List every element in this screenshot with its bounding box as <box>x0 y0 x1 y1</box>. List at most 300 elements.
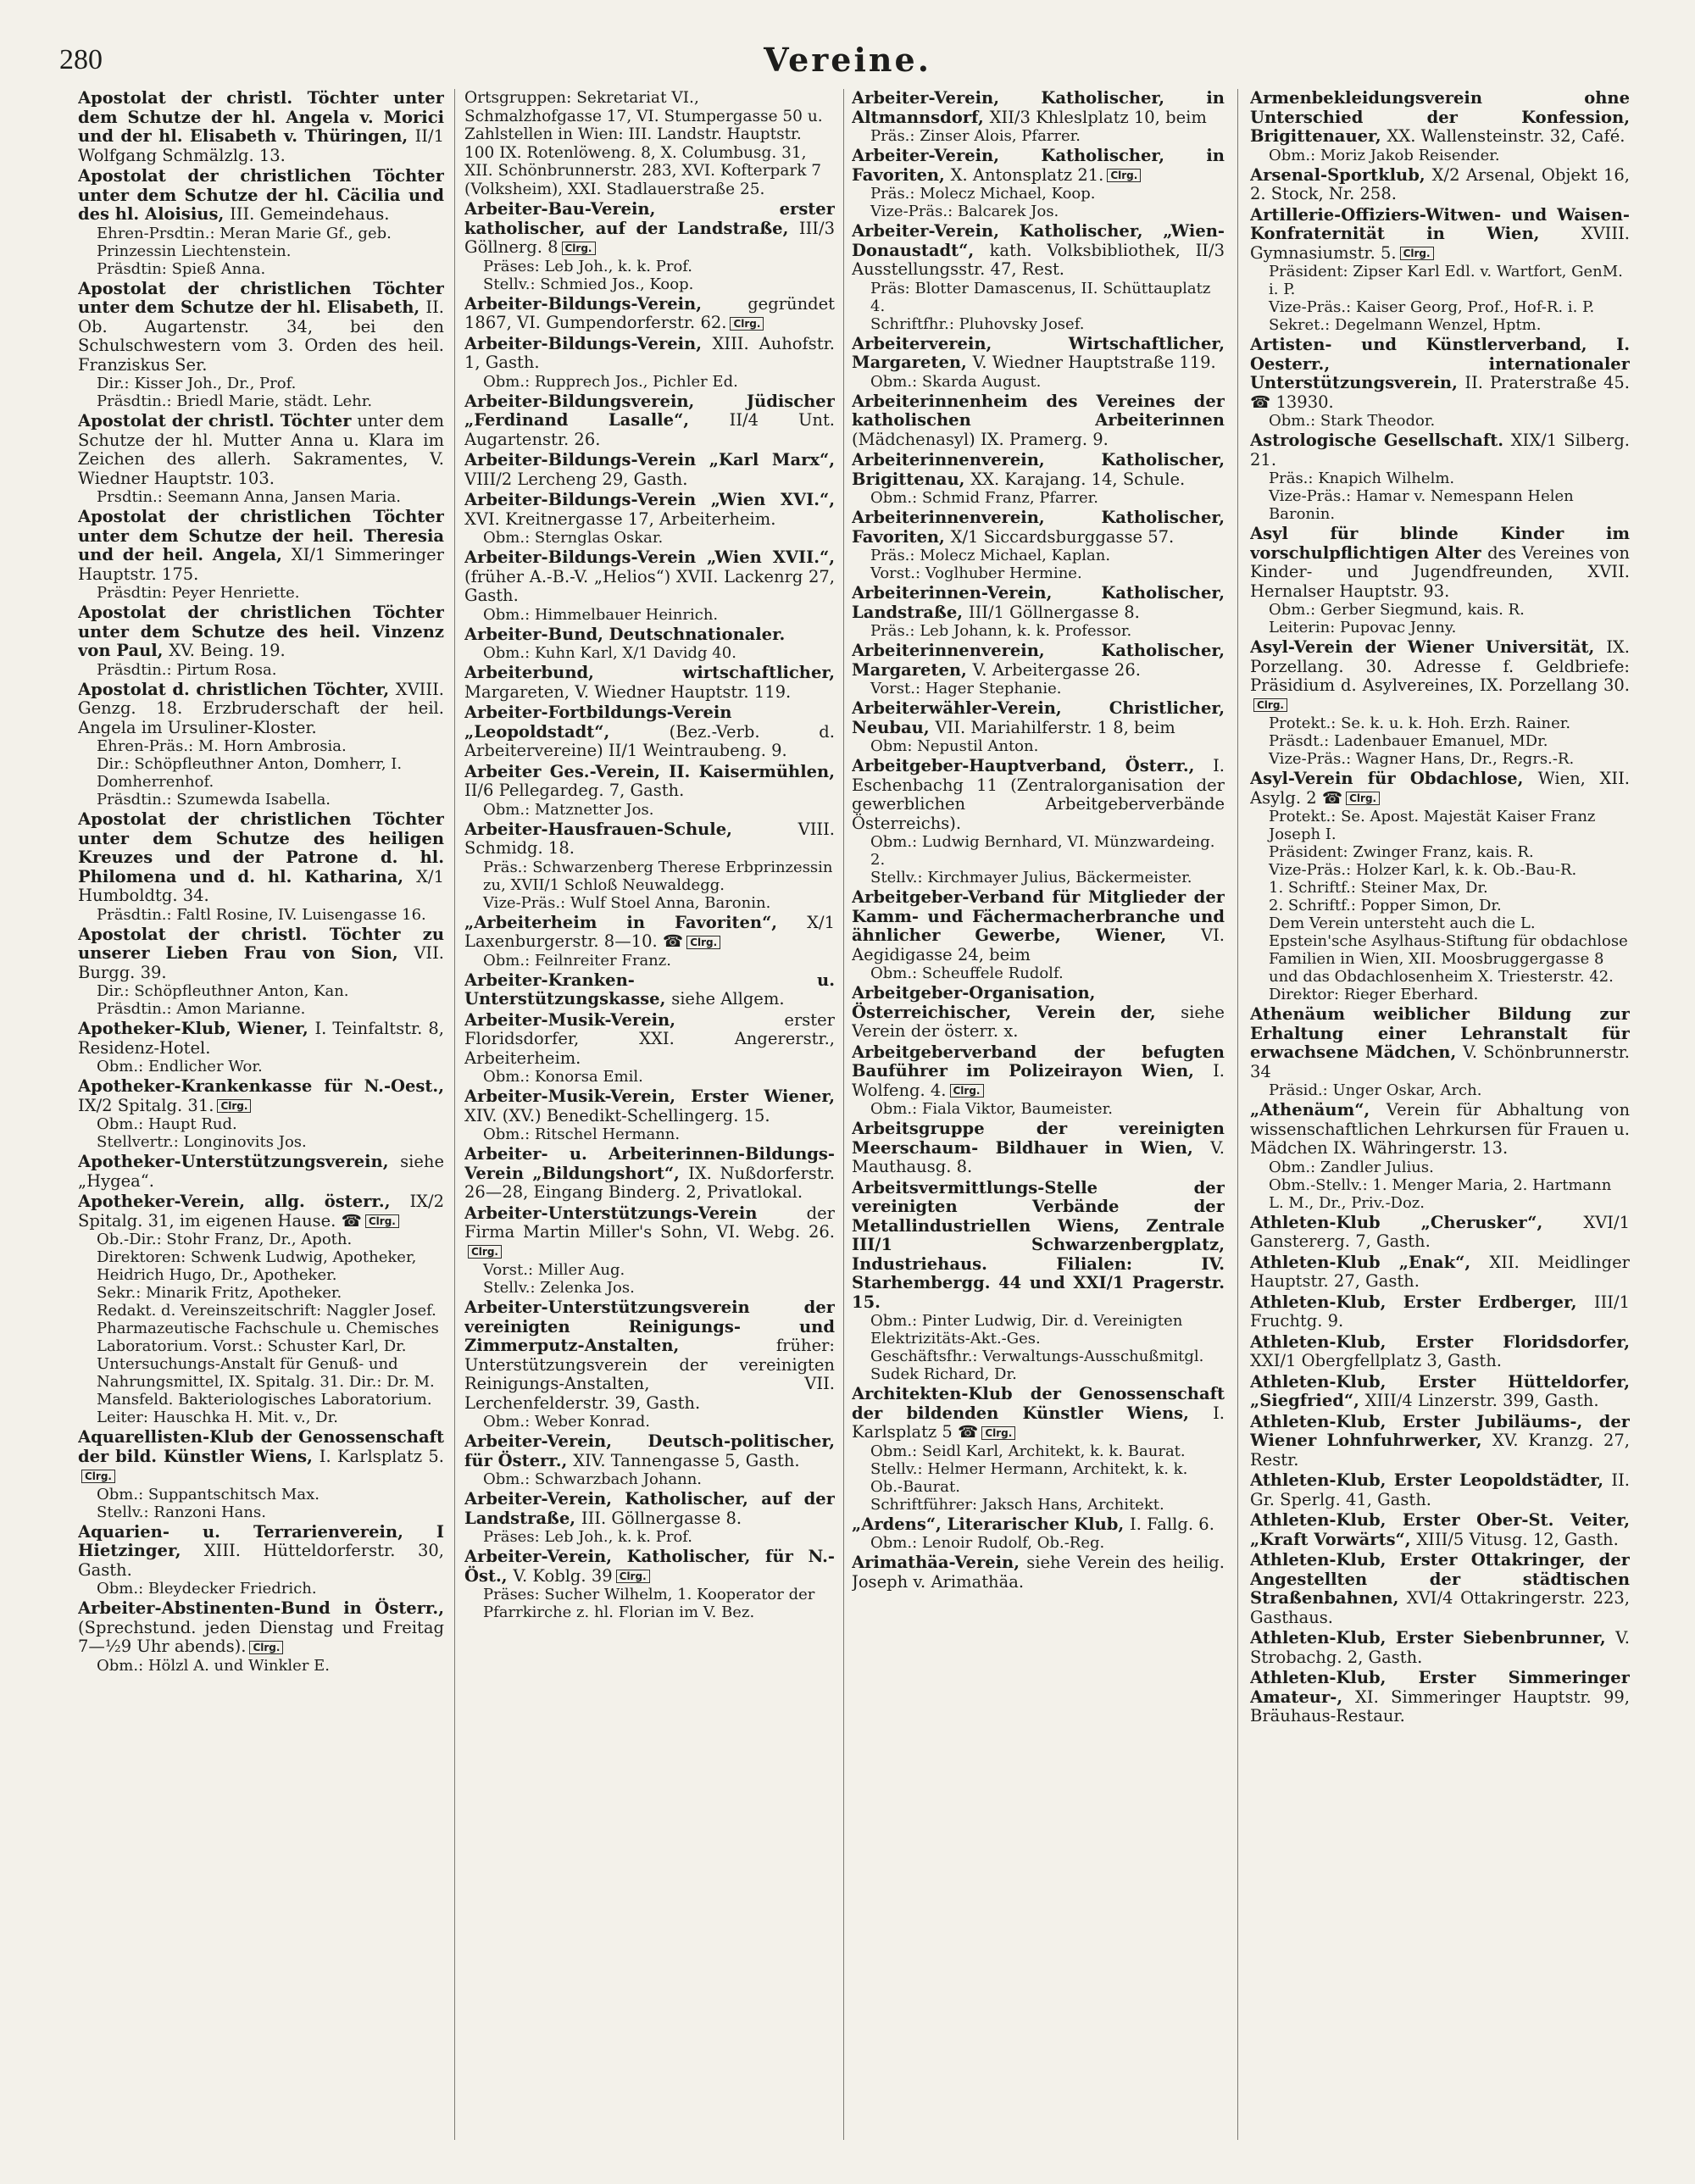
entry-address: III/3 Göllnerg. 8 <box>464 218 835 257</box>
entry-heading: Apotheker-Unterstützungsverein, <box>78 1152 389 1171</box>
directory-entry <box>1250 1005 1630 1099</box>
entry-line <box>1250 1551 1630 1627</box>
entry-line <box>78 681 444 738</box>
entry-line <box>1250 89 1630 147</box>
entry-heading: Arbeiterbund, wirtschaftlicher, <box>464 663 835 682</box>
entry-address: XVIII. Genzg. 18. Erzbruderschaft der heil. Angela im Ursuliner-Kloster. <box>78 679 444 737</box>
directory-entry <box>78 1428 444 1521</box>
entry-address: (Mädchenasyl) IX. Pramerg. 9. <box>852 429 1109 449</box>
entry-officer: Ob.-Dir.: Stohr Franz, Dr., Apoth. <box>97 1231 353 1248</box>
entry-address: siehe Allgem. <box>671 989 785 1009</box>
entry-line <box>78 1020 444 1058</box>
entry-heading: Apostolat der christl. Töchter zu unserer Lieben Frau von Sion, <box>78 924 444 963</box>
entry-heading: Artisten- und Künstlerverband, I. Oesterr., internationaler Unterstützungsverein, <box>1250 335 1630 392</box>
entry-address: früher: Unterstützungsverein der vereinigten Reinigungs-Anstalten, VII. Lerchenfelderstr. 39, Gasth. <box>464 1336 835 1413</box>
entry-officer: Präs.: Knapich Wilhelm. <box>1269 470 1455 487</box>
directory-entry <box>852 508 1225 582</box>
entry-officer: Obm.: Kuhn Karl, X/1 Davidg 40. <box>483 644 736 662</box>
entry-officer: Dem Verein untersteht auch die L. Epstein'sche Asylhaus-Stiftung für obdachlose Familien in Wien, XII. Moosbruggergasse 8 und das Obdachlosenheim X. Triesterstr. 42. <box>1269 914 1628 986</box>
entry-heading: Arbeiter-Musik-Verein, Erster Wiener, <box>464 1086 835 1106</box>
entry-officer: Vorst.: Voglhuber Hermine. <box>870 564 1082 582</box>
entry-line <box>852 1385 1225 1442</box>
directory-entry <box>78 1020 444 1075</box>
entry-officer: Schriftfhr.: Pluhovsky Josef. <box>870 314 1085 333</box>
directory-entry <box>852 451 1225 507</box>
entry-heading: Arbeiter-Abstinenten-Bund in Österr., <box>78 1598 444 1618</box>
entry-heading: Apostolat der christl. Töchter <box>78 411 352 431</box>
entry-heading: Arbeiter-Bildungs-Verein „Karl Marx“, <box>464 450 835 470</box>
entry-address: (Sprechstund. jeden Dienstag und Freitag 7—½9 Uhr abends). <box>78 1617 444 1656</box>
entry-line <box>1250 166 1630 204</box>
entry-address: I. Teinfaltstr. 8, Residenz-Hotel. <box>78 1019 444 1058</box>
directory-entry <box>1250 336 1630 430</box>
entry-officer: Obm.: Lenoir Rudolf, Ob.-Reg. <box>870 1534 1105 1552</box>
directory-entry <box>464 200 835 293</box>
entry-line <box>78 603 444 661</box>
entry-heading: Aquarellisten-Klub der Genossenschaft der bild. Künstler Wiens, <box>78 1427 444 1466</box>
entry-address: X/1 Humboldtg. 34. <box>78 866 444 905</box>
clearing-badge: Clrg. <box>468 1245 502 1259</box>
entry-heading: Athleten-Klub, Erster Ober-St. Veiter, „Kraft Vorwärts“, <box>1250 1510 1630 1549</box>
column-rule <box>843 89 844 2140</box>
entry-address: IX/2 Spitalg. 31, im eigenen Hause. ☎ <box>78 1192 444 1231</box>
entry-address: XI. Simmeringer Hauptstr. 99, Bräuhaus-Restaur. <box>1250 1687 1630 1726</box>
entry-line <box>464 1490 835 1528</box>
directory-entry <box>852 335 1225 391</box>
entry-heading: Apostolat der christlichen Töchter unter dem Schutze des heiligen Kreuzes und der Patrone d. hl. Philomena und d. hl. Katharina, <box>78 809 444 886</box>
entry-officer: Stellv.: Zelenka Jos. <box>483 1279 635 1297</box>
directory-entry <box>852 1179 1225 1384</box>
entry-officer: Obm.-Stellv.: 1. Menger Maria, 2. Hartmann L. M., Dr., Priv.-Doz. <box>1269 1175 1612 1212</box>
entry-address: V. Strobachg. 2, Gasth. <box>1250 1628 1630 1667</box>
clearing-badge: Clrg. <box>686 936 720 949</box>
entry-address: I. Eschenbachg 11 (Zentralorganisation der gewerblichen Arbeitgeberverbände Österreichs). <box>852 756 1225 833</box>
entry-address: siehe Verein des heilig. Joseph v. Arimathäa. <box>852 1553 1225 1592</box>
entry-address: Ortsgruppen: Sekretariat VI., Schmalzhofgasse 17, VI. Stumpergasse 50 u. Zahlstellen in Wien: III. Landstr. Hauptstr. 100 IX. Rotenlöweng. 8, X. Columbusg. 31, XII. Schönbrunnerstr. 283, XVI. Kofterpark 7 (Volksheim), XXI. Stadlauerstraße 25. <box>464 89 823 198</box>
entry-address: X/1 Laxenburgerstr. 8—10. ☎ <box>464 912 835 951</box>
column-1 <box>78 89 444 2157</box>
entry-heading: Arbeiter-Verein, Katholischer, auf der Landstraße, <box>464 1489 835 1528</box>
entry-officer: Stellv.: Helmer Hermann, Architekt, k. k. Ob.-Baurat. <box>870 1459 1188 1496</box>
directory-entry <box>464 1432 835 1488</box>
entry-officer: Präs.: Leb Johann, k. k. Professor. <box>870 622 1132 640</box>
entry-heading: Arbeiter-Unterstützungsverein der vereinigten Reinigungs- und Zimmerputz-Anstalten, <box>464 1298 835 1355</box>
entry-heading: Arbeitsvermittlungs-Stelle der vereinigten Verbände der Metallindustriellen Wiens, Zentrale III/1 Schwarzenbergplatz, Industriehaus. Filialen: IV. Starhembergg. 44 und XXI/1 Pragerstr. 15. <box>852 1177 1225 1312</box>
entry-line <box>852 888 1225 964</box>
entry-address: V. Koblg. 39 <box>513 1565 613 1586</box>
directory-entry <box>78 603 444 679</box>
entry-heading: Athleten-Klub, Erster Simmeringer Amateur-, <box>1250 1668 1630 1707</box>
entry-line <box>852 1043 1225 1101</box>
entry-address: II. Ob. Augartenstr. 34, bei den Schulschwestern vom 3. Orden des heil. Franziskus Ser. <box>78 297 444 375</box>
directory-entry <box>1250 1373 1630 1411</box>
entry-line <box>464 1204 835 1262</box>
column-3 <box>852 89 1225 2157</box>
page-number: 280 <box>59 44 103 75</box>
entry-officer: Leiterin: Pupovac Jenny. <box>1269 619 1457 636</box>
entry-officer: Obm.: Schwarzbach Johann. <box>483 1470 703 1488</box>
entry-address: XIII/5 Vitusg. 12, Gasth. <box>1416 1529 1619 1549</box>
entry-officer: Obm.: Suppantschitsch Max. <box>97 1485 320 1503</box>
entry-officer: Präses: Leb Joh., k. k. Prof. <box>483 257 693 275</box>
directory-entry <box>852 642 1225 697</box>
entry-officer: Obm.: Schmid Franz, Pfarrer. <box>870 489 1098 507</box>
entry-heading: Arbeiterinnenverein, Katholischer, Margareten, <box>852 641 1225 680</box>
entry-line <box>464 971 835 1009</box>
directory-entry <box>464 1145 835 1203</box>
entry-line <box>464 1298 835 1413</box>
entry-officer: Obm.: Feilnreiter Franz. <box>483 951 671 970</box>
entry-officer: Direktoren: Schwenk Ludwig, Apotheker, Heidrich Hugo, Dr., Apotheker. <box>97 1248 417 1284</box>
entry-heading: Arbeiter-Bund, Deutschnationaler. <box>464 624 786 644</box>
clearing-badge: Clrg. <box>249 1641 283 1654</box>
entry-officer: Prsdtin.: Seemann Anna, Jansen Maria. <box>97 488 401 506</box>
directory-entry <box>464 491 835 547</box>
entry-heading: Arbeitgeber-Verband für Mitglieder der Kamm- und Fächermacherbranche und ähnlicher Gewerbe, Wiener, <box>852 887 1225 945</box>
running-head: Vereine. <box>764 41 931 79</box>
entry-heading: Arbeiterverein, Wirtschaftlicher, Margareten, <box>852 333 1225 372</box>
entry-heading: Athleten-Klub, Erster Floridsdorfer, <box>1250 1331 1630 1352</box>
entry-address: III/1 Fruchtg. 9. <box>1250 1292 1630 1331</box>
entry-address: der Firma Martin Miller's Sohn, VI. Webg. 26. <box>464 1203 835 1242</box>
entry-heading: Athleten-Klub „Cherusker“, <box>1250 1212 1543 1232</box>
directory-entry <box>464 295 835 333</box>
entry-address: XVIII. Gymnasiumstr. 5. <box>1250 224 1630 263</box>
entry-address: XVI/4 Ottakringerstr. 223, Gasthaus. <box>1250 1588 1630 1627</box>
entry-officer: Vorst.: Miller Aug. <box>483 1261 625 1279</box>
entry-officer: Präsdtin: Peyer Henriette. <box>97 584 300 602</box>
directory-entry <box>1250 638 1630 768</box>
entry-officer: Obm.: Bleydecker Friedrich. <box>97 1580 317 1598</box>
entry-officer: Stellv.: Ranzoni Hans. <box>97 1503 266 1521</box>
entry-officer: Präsid.: Unger Oskar, Arch. <box>1269 1081 1482 1099</box>
directory-entry <box>78 681 444 809</box>
entry-line <box>464 1087 835 1125</box>
entry-officer: Obm.: Haupt Rud. <box>97 1115 237 1133</box>
directory-entry <box>1250 1214 1630 1252</box>
entry-officer: Präses: Leb Joh., k. k. Prof. <box>483 1528 693 1546</box>
entry-address: II. Praterstraße 45. ☎ 13930. <box>1250 373 1630 412</box>
entry-officer: Obm.: Konorsa Emil. <box>483 1068 643 1086</box>
entry-address: XIII. Hütteldorferstr. 30, Gasth. <box>78 1541 444 1580</box>
entry-officer: Präs.: Molecz Michael, Koop. <box>870 185 1096 203</box>
directory-entry <box>852 1385 1225 1514</box>
entry-heading: Athleten-Klub, Erster Ottakringer, der Angestellten der städtischen Straßenbahnen, <box>1250 1550 1630 1608</box>
entry-address: I. Karlsplatz 5 ☎ <box>852 1403 1225 1442</box>
entry-line <box>464 1548 835 1586</box>
directory-entry <box>1250 1101 1630 1212</box>
entry-heading: Arbeiter-Musik-Verein, <box>464 1009 675 1030</box>
entry-heading: Arbeiter- u. Arbeiterinnen-Bildungs-Verein „Bildungshort“, <box>464 1144 835 1183</box>
entry-officer: Sekr.: Minarik Fritz, Apotheker. <box>97 1284 342 1302</box>
directory-entry <box>852 147 1225 220</box>
entry-line <box>852 1553 1225 1592</box>
entry-heading: Arbeiter-Hausfrauen-Schule, <box>464 819 732 839</box>
entry-officer: Präsdtin: Spieß Anna. <box>97 259 266 278</box>
entry-line <box>464 625 835 645</box>
entry-heading: Arbeiterinnenheim des Vereines der katholischen Arbeiterinnen <box>852 391 1225 430</box>
entry-officer: Obm.: Moriz Jakob Reisender. <box>1269 146 1500 164</box>
entry-line <box>78 280 444 375</box>
entry-address: IX/2 Spitalg. 31. <box>78 1095 214 1115</box>
entry-officer: 1. Schriftf.: Steiner Max, Dr. <box>1269 879 1488 897</box>
entry-heading: Apotheker-Klub, Wiener, <box>78 1019 308 1038</box>
entry-line <box>1250 638 1630 714</box>
entry-heading: Arimathäa-Verein, <box>852 1553 1020 1572</box>
entry-heading: Arbeiter-Bildungs-Verein, <box>464 293 703 314</box>
entry-address: XVI. Kreitnergasse 17, Arbeiterheim. <box>464 508 776 529</box>
entry-address: V. Wiedner Hauptstraße 119. <box>972 353 1216 372</box>
entry-line <box>852 147 1225 185</box>
column-4 <box>1250 89 1630 2157</box>
entry-address: II. Gr. Sperlg. 41, Gasth. <box>1250 1470 1630 1509</box>
entry-officer: Vize-Präs.: Wagner Hans, Dr., Regrs.-R. <box>1269 750 1575 768</box>
entry-line <box>78 412 444 488</box>
entry-line <box>78 1428 444 1486</box>
entry-officer: Präsident: Zwinger Franz, kais. R. <box>1269 843 1534 861</box>
directory-entry <box>464 1011 835 1086</box>
entry-address: erster Floridsdorfer, XXI. Angererstr., Arbeiterheim. <box>464 1009 835 1068</box>
entry-address: VII. Mariahilferstr. 1 8, beim <box>935 717 1175 737</box>
entry-officer: Obm.: Stark Theodor. <box>1269 412 1436 430</box>
entry-address: Wien, XII. Asylg. 2 ☎ <box>1250 769 1630 808</box>
entry-officer: Präs.: Schwarzenberg Therese Erbprinzessin zu, XVII/1 Schloß Neuwaldegg. <box>483 858 833 894</box>
entry-heading: Arbeiterinnen-Verein, Katholischer, Landstraße, <box>852 583 1225 622</box>
clearing-badge: Clrg. <box>981 1426 1015 1440</box>
entry-heading: Arbeiter Ges.-Verein, II. Kaisermühlen, <box>464 761 835 781</box>
entry-line <box>1250 1253 1630 1292</box>
entry-address: XIII/4 Linzerstr. 399, Gasth. <box>1364 1391 1599 1410</box>
entry-line <box>464 295 835 333</box>
entry-heading: Architekten-Klub der Genossenschaft der bildenden Künstler Wiens, <box>852 1384 1225 1423</box>
entry-heading: Apostolat der christlichen Töchter unter dem Schutze der hl. Elisabeth, <box>78 278 444 317</box>
entry-officer: Obm.: Seidl Karl, Architekt, k. k. Baurat. <box>870 1442 1186 1460</box>
entry-line <box>852 222 1225 280</box>
entry-address: XX. Wallensteinstr. 32, Café. <box>1387 126 1626 146</box>
entry-heading: Arbeiter-Verein, Deutsch-politischer, für Österr., <box>464 1431 835 1470</box>
directory-entry <box>1250 206 1630 335</box>
directory-entry <box>852 222 1225 333</box>
entry-address: (früher A.-B.-V. „Helios“) XVII. Lackenrg 27, Gasth. <box>464 566 835 605</box>
entry-heading: Athleten-Klub, Erster Siebenbrunner, <box>1250 1628 1606 1648</box>
entry-line <box>1250 1005 1630 1081</box>
directory-entry <box>1250 1293 1630 1331</box>
entry-officer: Obm.: Scheuffele Rudolf. <box>870 964 1064 982</box>
directory-entry <box>78 1077 444 1151</box>
entry-line <box>464 914 835 952</box>
directory-entry <box>464 1087 835 1143</box>
directory-entry <box>464 971 835 1009</box>
directory-entry <box>1250 1669 1630 1726</box>
entry-officer: Präses: Sucher Wilhelm, 1. Kooperator der Pfarrkirche z. hl. Florian im V. Bez. <box>483 1586 815 1621</box>
directory-entry <box>464 335 835 391</box>
entry-officer: Obm.: Weber Konrad. <box>483 1413 651 1431</box>
entry-line <box>464 335 835 373</box>
entry-officer: Vize-Präs.: Wulf Stoel Anna, Baronin. <box>483 893 771 912</box>
entry-line <box>464 200 835 258</box>
entry-line <box>78 810 444 906</box>
entry-heading: „Ardens“, Literarischer Klub, <box>852 1514 1125 1534</box>
entry-officer: Vize-Präs.: Hamar v. Nemespann Helen Baronin. <box>1269 487 1574 523</box>
directory-entry <box>78 280 444 411</box>
entry-line <box>852 508 1225 547</box>
entry-address: XIV. (XV.) Benedikt-Schellingerg. 15. <box>464 1105 770 1125</box>
entry-line <box>852 984 1225 1042</box>
entry-officer: Pharmazeutische Fachschule u. Chemisches Laboratorium. Vorst.: Schuster Karl, Dr. Untersuchungs-Anstalt für Genuß- und Nahrungsmittel, IX. Spitalg. 31. Dir.: Dr. M. Mansfeld. Bakteriologisches Laboratorium. Leiter: Hauschka H. Mit. v., Dr. <box>97 1320 439 1426</box>
entry-officer: Protekt.: Se. Apost. Majestät Kaiser Franz Joseph I. <box>1269 808 1596 843</box>
entry-heading: Arbeiterinnenverein, Katholischer, Favoriten, <box>852 508 1225 547</box>
entry-officer: Obm.: Skarda August. <box>870 372 1042 391</box>
entry-line <box>1250 1669 1630 1726</box>
entry-line <box>464 1432 835 1470</box>
entry-address: V. Mauthausg. 8. <box>852 1137 1225 1176</box>
entry-line <box>464 392 835 450</box>
directory-entry <box>464 392 835 450</box>
directory-entry <box>78 167 444 278</box>
entry-line <box>78 1192 444 1231</box>
directory-entry <box>464 664 835 702</box>
entry-line <box>852 1515 1225 1535</box>
entry-officer: Dir.: Schöpfleuthner Anton, Domherr, I. Domherrenhof. <box>97 755 403 791</box>
entry-address: II/4 Unt. Augartenstr. 26. <box>464 410 835 449</box>
entry-address: XXI/1 Obergfellplatz 3, Gasth. <box>1250 1351 1502 1370</box>
clearing-badge: Clrg. <box>1253 698 1287 712</box>
directory-entry <box>78 1153 444 1191</box>
entry-address: unter dem Schutze der hl. Mutter Anna u. Klara im Zeichen des allerh. Sakramentes, V. Wiedner Hauptstr. 103. <box>78 411 444 488</box>
entry-officer: Obm.: Fiala Viktor, Baumeister. <box>870 1100 1114 1118</box>
entry-heading: Artillerie-Offiziers-Witwen- und Waisen-Konfraternität in Wien, <box>1250 204 1630 243</box>
entry-address: gegründet 1867, VI. Gumpendorferstr. 62. <box>464 293 835 332</box>
directory-entry <box>464 763 835 819</box>
directory-entry <box>1250 1511 1630 1549</box>
entry-address: XX. Karajang. 14, Schule. <box>970 469 1186 489</box>
clearing-badge: Clrg. <box>616 1570 650 1583</box>
entry-officer: Präsdtin.: Briedl Marie, städt. Lehr. <box>97 392 373 410</box>
clearing-badge: Clrg. <box>1400 247 1434 260</box>
entry-officer: Stellv.: Schmied Jos., Koop. <box>483 275 694 293</box>
entry-line <box>464 1145 835 1203</box>
entry-heading: Arbeiter-Verein, Katholischer, für N.-Öst., <box>464 1547 835 1586</box>
entry-heading: Arbeiter-Bildungsverein, Jüdischer „Ferdinand Lasalle“, <box>464 391 835 430</box>
entry-officer: Obm.: Himmelbauer Heinrich. <box>483 605 719 624</box>
directory-entry <box>464 451 835 489</box>
entry-address: I. Fallg. 6. <box>1130 1514 1214 1534</box>
directory-entry <box>852 757 1225 886</box>
entry-officer: Obm.: Hölzl A. und Winkler E. <box>97 1656 331 1675</box>
entry-line <box>464 664 835 702</box>
entry-line <box>78 508 444 584</box>
entry-heading: Arbeiter-Unterstützungs-Verein <box>464 1203 758 1223</box>
entry-heading: Arbeiterwähler-Verein, Christlicher, Neubau, <box>852 698 1225 737</box>
directory-entry <box>1250 1333 1630 1371</box>
entry-line <box>78 1599 444 1657</box>
entry-line <box>1250 1101 1630 1159</box>
column-rule <box>1237 89 1238 2140</box>
entry-heading: Athleten-Klub „Enak“, <box>1250 1252 1471 1272</box>
entry-address: I. Karlsplatz 5. <box>319 1446 444 1466</box>
entry-officer: Stellv.: Kirchmayer Julius, Bäckermeister. <box>870 869 1192 886</box>
entry-line <box>1250 1471 1630 1509</box>
entry-officer: Redakt. d. Vereinszeitschrift: Naggler Josef. <box>97 1302 436 1320</box>
entry-address: XIII. Auhofstr. 1, Gasth. <box>464 333 835 372</box>
entry-line <box>464 1011 835 1069</box>
entry-address: Margareten, V. Wiedner Hauptstr. 119. <box>464 681 792 702</box>
entry-address: III/1 Göllnergasse 8. <box>968 602 1140 622</box>
entry-heading: Arbeiter-Fortbildungs-Verein „Leopoldstadt“, <box>464 703 732 742</box>
entry-heading: Arsenal-Sportklub, <box>1250 164 1425 185</box>
entry-line <box>852 584 1225 622</box>
clearing-badge: Clrg. <box>730 317 764 331</box>
entry-officer: Obm.: Rupprech Jos., Pichler Ed. <box>483 372 738 391</box>
clearing-badge: Clrg. <box>562 242 596 255</box>
directory-entry <box>852 392 1225 450</box>
entry-line <box>78 89 444 165</box>
entry-address: III. Göllnergasse 8. <box>581 1508 742 1528</box>
entry-officer: Präs.: Molecz Michael, Kaplan. <box>870 547 1111 564</box>
entry-line <box>852 451 1225 489</box>
directory-entry <box>464 1204 835 1298</box>
entry-line <box>1250 1629 1630 1667</box>
entry-heading: Apostolat der christlichen Töchter unter dem Schutze der heil. Theresia und der heil. Angela, <box>78 507 444 564</box>
entry-officer: Obm.: Zandler Julius. <box>1269 1158 1434 1176</box>
entry-line <box>1250 1373 1630 1411</box>
entry-address: Verein für Abhaltung von wissenschaftlichen Lehrkursen für Frauen u. Mädchen IX. Währingerstr. 13. <box>1250 1100 1630 1158</box>
entry-line <box>1250 770 1630 808</box>
column-rule <box>454 89 455 2140</box>
entry-address: (Bez.-Verb. d. Arbeitervereine) II/1 Weintraubeng. 9. <box>464 721 835 760</box>
directory-entry <box>1250 89 1630 164</box>
entry-heading: Arbeitgeberverband der befugten Bauführer im Polizeirayon Wien, <box>852 1042 1225 1081</box>
entry-officer: Schriftführer: Jaksch Hans, Architekt. <box>870 1495 1164 1514</box>
entry-officer: Obm.: Matznetter Jos. <box>483 800 654 819</box>
entry-heading: Athenäum weiblicher Bildung zur Erhaltung einer Lehranstalt für erwachsene Mädchen, <box>1250 1004 1630 1062</box>
entry-heading: Apostolat der christl. Töchter unter dem Schutze der hl. Angela v. Morici und der hl. Elisabeth v. Thüringen, <box>78 89 444 146</box>
entry-line <box>464 89 835 198</box>
entry-heading: Arbeiter-Verein, Katholischer, „Wien-Donaustadt“, <box>852 221 1225 260</box>
entry-officer: Präsdtin.: Faltl Rosine, IV. Luisengasse 16. <box>97 905 426 924</box>
directory-entry <box>1250 431 1630 523</box>
directory-entry <box>1250 1551 1630 1627</box>
entry-heading: Aquarien- u. Terrarienverein, I Hietzinger, <box>78 1521 444 1560</box>
entry-address: XV. Being. 19. <box>169 641 286 660</box>
entry-officer: Sekret.: Degelmann Wenzel, Hptm. <box>1269 316 1542 334</box>
entry-officer: Geschäftsfhr.: Verwaltungs-Ausschußmitgl. Sudek Richard, Dr. <box>870 1348 1204 1383</box>
entry-address: VI. Aegidigasse 24, beim <box>852 925 1225 964</box>
clearing-badge: Clrg. <box>217 1099 251 1113</box>
clearing-badge: Clrg. <box>81 1470 115 1483</box>
entry-heading: Arbeitgeber-Hauptverband, Österr., <box>852 756 1195 775</box>
entry-address: II/1 Wolfgang Schmälzlg. 13. <box>78 126 444 165</box>
entry-officer: Obm: Nepustil Anton. <box>870 737 1039 755</box>
entry-line <box>852 335 1225 373</box>
entry-address: XI/1 Simmeringer Hauptstr. 175. <box>78 545 444 584</box>
entry-line <box>464 451 835 489</box>
entry-line <box>852 699 1225 737</box>
entry-line <box>464 763 835 801</box>
directory-entry <box>852 584 1225 640</box>
directory-entry <box>464 548 835 624</box>
entry-line <box>464 491 835 529</box>
entry-line <box>78 1077 444 1115</box>
entry-heading: Arbeitsgruppe der vereinigten Meerschaum- Bildhauer in Wien, <box>852 1119 1225 1158</box>
directory-entry <box>464 1298 835 1431</box>
entry-address: VIII. Schmidg. 18. <box>464 819 835 858</box>
entry-address: XIV. Tannengasse 5, Gasth. <box>573 1450 800 1470</box>
entry-line <box>464 820 835 859</box>
directory-entry <box>464 1490 835 1546</box>
directory-entry <box>1250 1629 1630 1667</box>
entry-heading: Armenbekleidungsverein ohne Unterschied der Konfession, Brigittenauer, <box>1250 89 1630 146</box>
